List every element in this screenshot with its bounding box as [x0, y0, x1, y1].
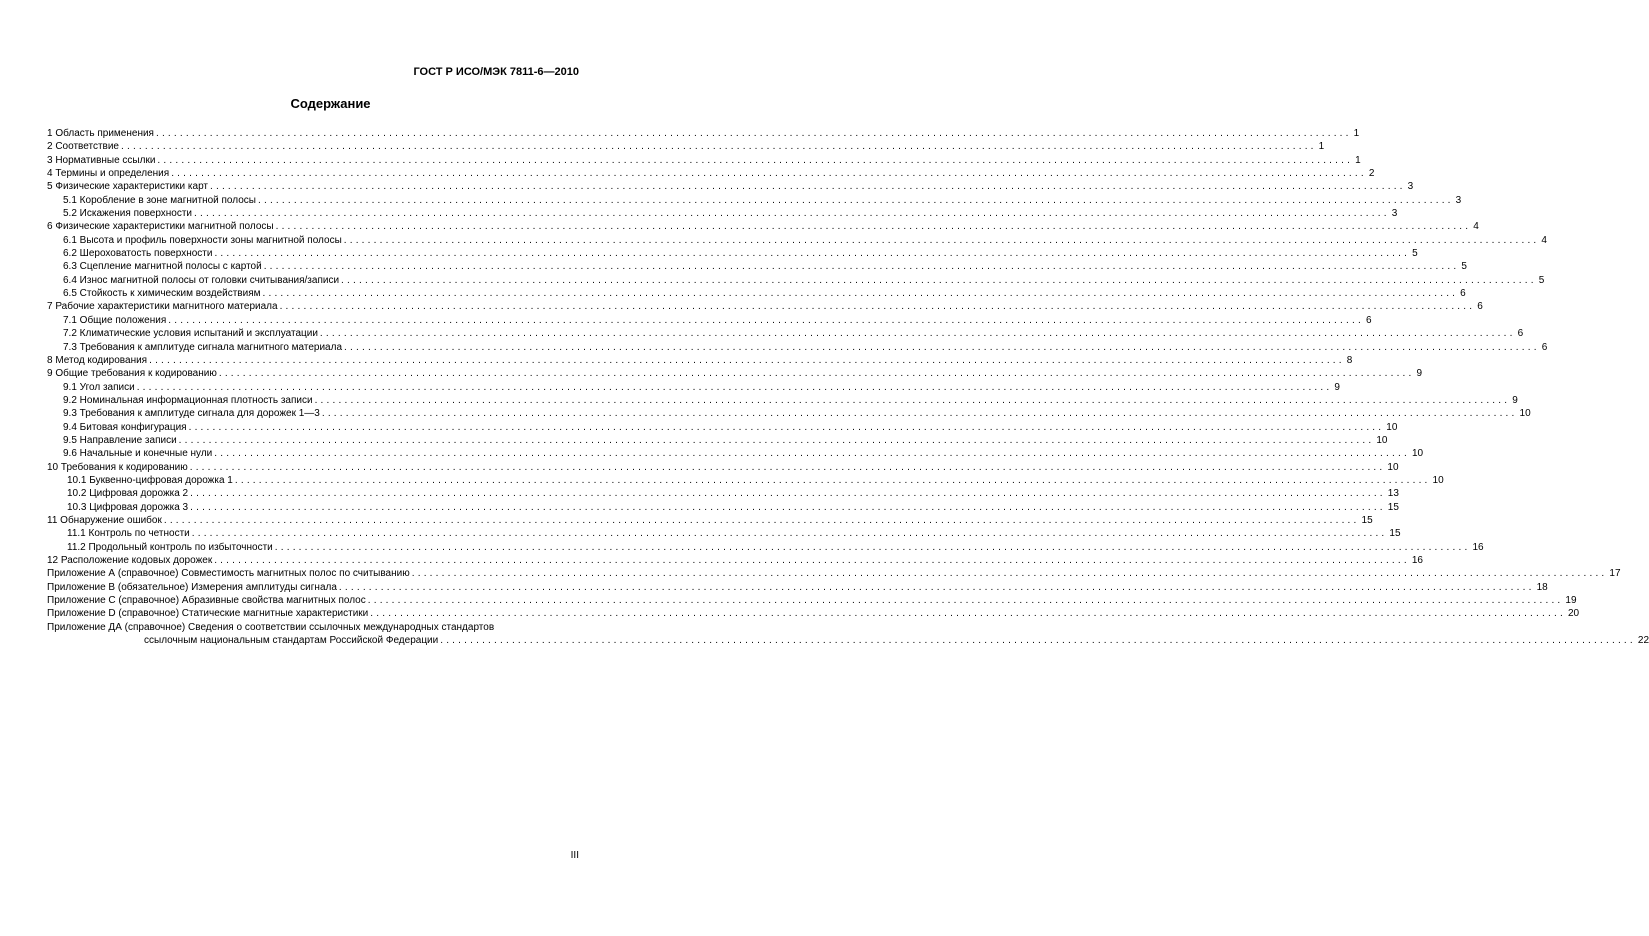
toc-dot-leader: ........................................................................................................................................................................................................ — [262, 288, 1459, 300]
toc-dot-leader: ........................................................................................................................................................................................................ — [214, 248, 1411, 260]
toc-entry — [47, 367, 1423, 380]
toc-entry-page: 2 — [1368, 168, 1375, 180]
toc-entry — [47, 541, 1484, 554]
toc-entry-page: 9 — [1416, 368, 1423, 380]
toc-entry-label: 7.1 Общие положения — [63, 314, 167, 326]
toc-entry-page: 10 — [1411, 448, 1424, 460]
toc-entry — [47, 394, 1518, 407]
toc-entry-page: 17 — [1609, 568, 1621, 580]
toc-entry — [47, 327, 1524, 340]
toc-entry-label: 7.3 Требования к амплитуде сигнала магнитного материала — [63, 341, 343, 353]
toc-entry — [47, 207, 1398, 220]
toc-entry — [47, 514, 1373, 527]
toc-dot-leader: ........................................................................................................................................................................................................ — [257, 194, 1454, 206]
toc-entry — [47, 474, 1444, 487]
toc-dot-leader: ........................................................................................................................................................................................................ — [370, 608, 1566, 620]
toc-dot-leader: ........................................................................................................................................................................................................ — [155, 128, 1352, 139]
toc-entry-label: 11.1 Контроль по четности — [67, 528, 190, 540]
toc-entry-page: 19 — [1565, 595, 1577, 607]
toc-entry-page: 10 — [1386, 421, 1398, 433]
toc-entry — [47, 287, 1466, 300]
toc-dot-leader: ........................................................................................................................................................................................................ — [314, 394, 1511, 406]
toc-dot-leader: ........................................................................................................................................................................................................ — [190, 488, 1386, 500]
toc-entry-label: 6.3 Сцепление магнитной полосы с картой — [63, 261, 262, 273]
toc-entry-label: 6.1 Высота и профиль поверхности зоны магнитной полосы — [63, 234, 342, 246]
toc-dot-leader: ........................................................................................................................................................................................................ — [191, 528, 1388, 540]
toc-entry-page: 5 — [1412, 248, 1418, 260]
toc-entry — [47, 300, 1483, 313]
toc-entry-label: 4 Термины и определения — [47, 168, 170, 180]
toc-entry — [47, 220, 1479, 233]
toc-entry-label: 1 Область применения — [47, 128, 154, 139]
toc-entry — [47, 594, 1577, 607]
toc-entry — [47, 154, 1361, 167]
toc-dot-leader: ........................................................................................................................................................................................................ — [263, 261, 1460, 273]
toc-entry-label: 12 Расположение кодовых дорожек — [47, 555, 213, 566]
toc-dot-leader: ........................................................................................................................................................................................................ — [344, 341, 1540, 353]
toc-entry-label: Приложение А (справочное) Совместимость магнитных полос по считыванию — [47, 568, 410, 580]
toc-entry-label: 6.4 Износ магнитной полосы от головки считывания/записи — [63, 274, 340, 286]
toc-dot-leader: ........................................................................................................................................................................................................ — [234, 474, 1431, 486]
toc-dot-leader: ........................................................................................................................................................................................................ — [194, 208, 1390, 220]
toc-entry-label: 5 Физические характеристики карт — [47, 181, 208, 193]
toc-entry — [47, 234, 1547, 247]
toc-entry — [47, 140, 1325, 153]
page-number: III — [570, 850, 579, 861]
toc-entry-label: 9.1 Угол записи — [63, 381, 135, 393]
toc-entry — [47, 341, 1548, 354]
toc-entry — [47, 127, 1360, 140]
toc-entry — [47, 247, 1418, 260]
toc-dot-leader: ........................................................................................................................................................................................................ — [136, 381, 1333, 393]
toc-dot-leader: ........................................................................................................................................................................................................ — [214, 555, 1410, 566]
toc-entry-label: 10.1 Буквенно-цифровая дорожка 1 — [67, 474, 233, 486]
toc-entry-page: 22 — [1637, 635, 1649, 647]
toc-entry-page: 10 — [1519, 408, 1531, 420]
toc-entry-page: 15 — [1361, 514, 1373, 526]
toc-entry-label: 9.5 Направление записи — [63, 434, 177, 446]
toc-entry-label: 9.3 Требования к амплитуде сигнала для дорожек 1—3 — [63, 408, 320, 420]
toc-entry-page: 16 — [1472, 541, 1484, 553]
toc-dot-leader: ........................................................................................................................................................................................................ — [274, 541, 1471, 553]
toc-dot-leader: ........................................................................................................................................................................................................ — [171, 168, 1367, 180]
toc-entry-label: Приложение ДА (справочное) Сведения о соответствии ссылочных международных стандартов — [47, 621, 495, 633]
toc-dot-leader: ........................................................................................................................................................................................................ — [120, 141, 1317, 153]
toc-dot-leader: ........................................................................................................................................................................................................ — [178, 434, 1375, 446]
toc-entry-label: Приложение С (справочное) Абразивные свойства магнитных полос — [47, 595, 366, 607]
toc-entry-label: 9.4 Битовая конфигурация — [63, 421, 187, 433]
toc-entry-label: 9.2 Номинальная информационная плотность записи — [63, 394, 313, 406]
toc-entry-label: 6 Физические характеристики магнитной полосы — [47, 221, 274, 233]
toc-entry-label: Приложение В (обязательное) Измерения амплитуды сигнала — [47, 581, 337, 593]
toc-dot-leader: ........................................................................................................................................................................................................ — [190, 501, 1386, 513]
toc-entry-label: 5.2 Искажения поверхности — [63, 208, 193, 220]
toc-entry — [47, 407, 1531, 420]
toc-dot-leader: ........................................................................................................................................................................................................ — [189, 461, 1386, 473]
toc-entry-page: 10 — [1387, 461, 1399, 473]
toc-dot-leader: ........................................................................................................................................................................................................ — [168, 314, 1364, 326]
toc-dot-leader: ........................................................................................................................................................................................................ — [163, 514, 1360, 526]
toc-entry-label: 10.3 Цифровая дорожка 3 — [67, 501, 189, 513]
toc-entry — [47, 501, 1399, 514]
toc-dot-leader: ........................................................................................................................................................................................................ — [411, 568, 1608, 580]
toc-entry-label: 11 Обнаружение ошибок — [47, 514, 162, 526]
toc-entry — [47, 447, 1424, 460]
toc-entry-label: 3 Нормативные ссылки — [47, 154, 156, 166]
toc-entry-label: 6.5 Стойкость к химическим воздействиям — [63, 288, 261, 300]
toc-entry-page: 13 — [1387, 488, 1399, 500]
toc-entry-page: 16 — [1411, 555, 1423, 566]
toc-entry — [47, 607, 1580, 620]
toc-entry-label: 7 Рабочие характеристики магнитного материала — [47, 301, 278, 313]
toc-entry-label: 11.2 Продольный контроль по избыточности — [67, 541, 273, 553]
toc-entry-page: 15 — [1389, 528, 1401, 540]
toc-dot-leader: ........................................................................................................................................................................................................ — [218, 368, 1415, 380]
toc-entry-page: 5 — [1538, 274, 1545, 286]
toc-entry-label: 8 Метод кодирования — [47, 354, 148, 366]
toc-entry — [47, 554, 1423, 567]
toc-entry-label: 7.2 Климатические условия испытаний и эксплуатации — [63, 328, 318, 340]
toc-entry-page: 3 — [1407, 181, 1414, 193]
toc-dot-leader: ........................................................................................................................................................................................................ — [149, 354, 1345, 366]
toc-entry-label: 10.2 Цифровая дорожка 2 — [67, 488, 189, 500]
toc-entry-page: 5 — [1461, 261, 1467, 273]
toc-dot-leader: ........................................................................................................................................................................................................ — [321, 408, 1518, 420]
toc-entry — [47, 461, 1399, 474]
toc-entry-page: 6 — [1477, 301, 1483, 313]
toc-entry-page: 4 — [1473, 221, 1479, 233]
toc-entry-label: 6.2 Шероховатость поверхности — [63, 248, 213, 260]
toc-dot-leader: ........................................................................................................................................................................................................ — [214, 448, 1410, 460]
toc-entry-page: 6 — [1517, 328, 1524, 340]
toc-entry-label: 5.1 Коробление в зоне магнитной полосы — [63, 194, 256, 206]
toc-dot-leader: ........................................................................................................................................................................................................ — [157, 154, 1354, 166]
toc-dot-leader: ........................................................................................................................................................................................................ — [343, 234, 1540, 246]
toc-dot-leader: ........................................................................................................................................................................................................ — [367, 595, 1564, 607]
toc-entry — [47, 381, 1340, 394]
toc-entry-page: 3 — [1391, 208, 1398, 220]
toc-entry-page: 1 — [1318, 141, 1325, 153]
toc-entry-page: 1 — [1355, 154, 1361, 166]
toc-entry — [47, 314, 1372, 327]
toc-entry — [47, 581, 1548, 594]
toc-entry-page: 1 — [1353, 128, 1360, 139]
toc-entry-page: 10 — [1376, 434, 1388, 446]
toc-dot-leader: ........................................................................................................................................................................................................ — [319, 328, 1516, 340]
toc-dot-leader: ........................................................................................................................................................................................................ — [341, 274, 1537, 286]
toc-entry-page: 6 — [1365, 314, 1372, 326]
toc-dot-leader: ........................................................................................................................................................................................................ — [279, 301, 1476, 313]
toc-dot-leader: ........................................................................................................................................................................................................ — [440, 635, 1636, 647]
toc-entry — [47, 487, 1399, 500]
toc-entry-label: 2 Соответствие — [47, 141, 119, 153]
toc-entry-label: 10 Требования к кодированию — [47, 461, 188, 473]
toc-entry-page: 18 — [1536, 581, 1548, 593]
toc-entry — [47, 621, 583, 634]
document-id: ГОСТ Р ИСО/МЭК 7811-6—2010 — [413, 66, 579, 78]
toc-entry-page: 6 — [1460, 288, 1466, 300]
toc-entry — [47, 567, 1621, 580]
toc-entry-label: ссылочным национальным стандартам Российской Федерации — [144, 635, 439, 647]
toc-entry-page: 3 — [1455, 194, 1462, 206]
toc-entry — [47, 527, 1401, 540]
toc-entry — [47, 274, 1545, 287]
toc-entry — [47, 260, 1467, 273]
toc-entry-page: 4 — [1541, 234, 1547, 246]
toc-entry — [47, 354, 1353, 367]
toc-entry — [47, 634, 1649, 647]
toc-title: Содержание — [290, 96, 371, 111]
toc-entry-page: 8 — [1346, 354, 1353, 366]
toc-entry — [47, 180, 1414, 193]
toc-entry — [47, 167, 1375, 180]
toc-entry-page: 15 — [1387, 501, 1399, 513]
toc-entry-page: 9 — [1512, 394, 1518, 406]
table-of-contents — [47, 127, 1649, 647]
toc-entry-label: Приложение D (справочное) Статические магнитные характеристики — [47, 608, 369, 620]
toc-entry — [47, 434, 1388, 447]
toc-dot-leader: ........................................................................................................................................................................................................ — [210, 181, 1406, 193]
toc-entry-label: 9.6 Начальные и конечные нули — [63, 448, 213, 460]
toc-dot-leader: ........................................................................................................................................................................................................ — [188, 421, 1385, 433]
toc-entry-page: 9 — [1334, 381, 1340, 393]
toc-entry-label: 9 Общие требования к кодированию — [47, 368, 217, 380]
toc-dot-leader: ........................................................................................................................................................................................................ — [275, 221, 1472, 233]
toc-entry-page: 10 — [1432, 474, 1444, 486]
toc-dot-leader: ........................................................................................................................................................................................................ — [338, 581, 1535, 593]
toc-entry-page: 20 — [1567, 608, 1580, 620]
toc-entry — [47, 421, 1398, 434]
toc-entry-page: 6 — [1541, 341, 1548, 353]
toc-entry — [47, 194, 1462, 207]
